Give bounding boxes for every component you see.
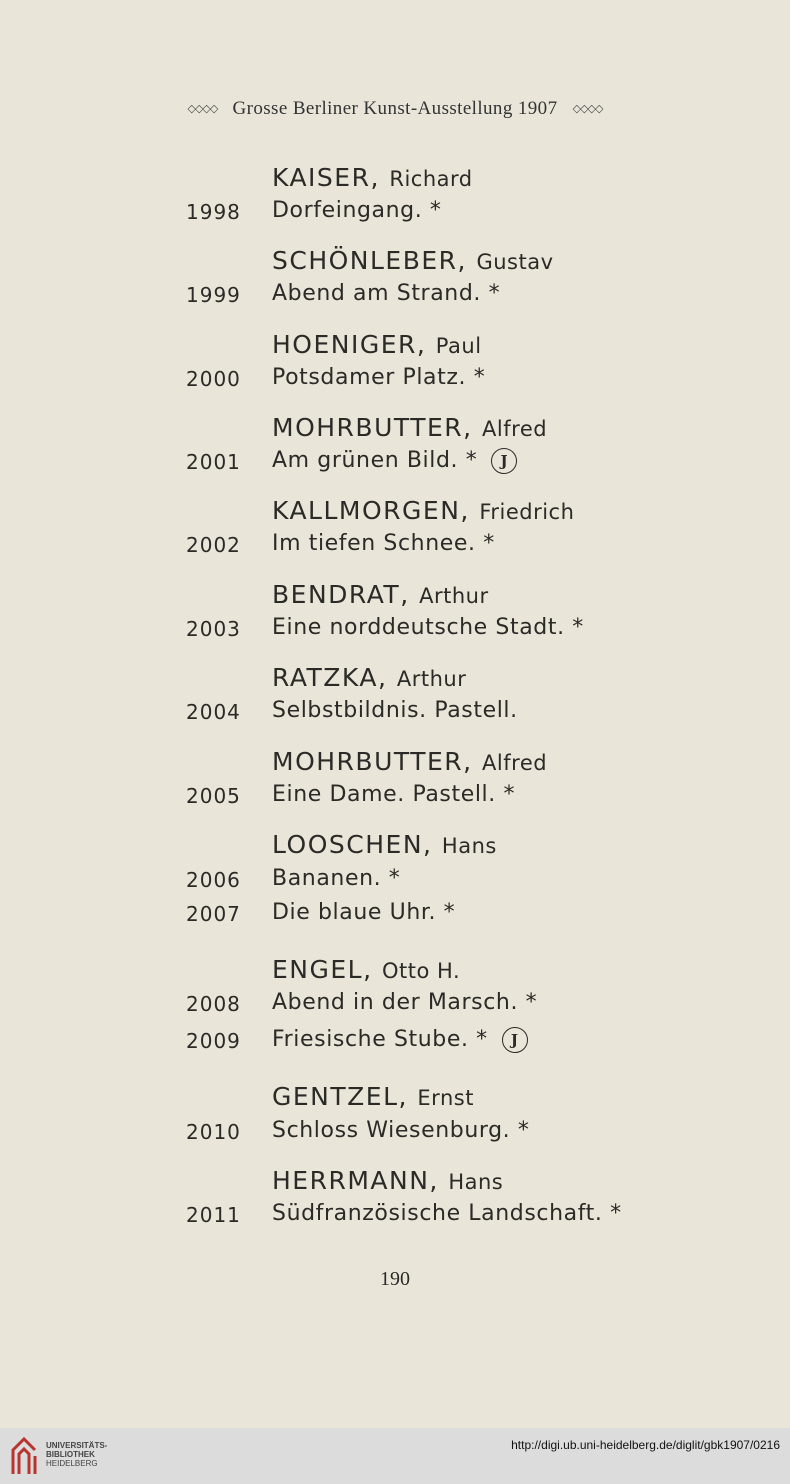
- work-entry: [272, 531, 495, 556]
- artist-surname: ENGEL,: [272, 955, 373, 984]
- artist-surname: LOOSCHEN,: [272, 830, 433, 859]
- work-title: Eine Dame. Pastell. *: [272, 782, 516, 807]
- work-title: Die blaue Uhr. *: [272, 900, 456, 925]
- work-title: Friesische Stube. *: [272, 1027, 488, 1052]
- jury-stamp-icon: J: [491, 448, 517, 474]
- artist-surname: KALLMORGEN,: [272, 496, 470, 525]
- catalog-number: 2011: [186, 1203, 241, 1227]
- ornament-left: ◇◇◇◇: [187, 103, 218, 115]
- work-entry: [272, 698, 518, 723]
- catalog-number: 2003: [186, 617, 241, 641]
- library-logo-icon: [10, 1436, 38, 1476]
- work-entry: [272, 990, 537, 1015]
- page-number: 190: [380, 1268, 410, 1290]
- artist-surname: KAISER,: [272, 163, 380, 192]
- work-entry: [272, 281, 500, 306]
- artist-surname: MOHRBUTTER,: [272, 413, 473, 442]
- work-title: Dorfeingang. *: [272, 198, 442, 223]
- work-entry: [272, 1027, 528, 1053]
- artist-name: [272, 496, 574, 525]
- artist-surname: HOENIGER,: [272, 330, 427, 359]
- artist-name: [272, 1082, 474, 1111]
- artist-first-name: Otto H.: [382, 959, 461, 983]
- catalog-number: 2007: [186, 902, 241, 926]
- artist-surname: BENDRAT,: [272, 580, 410, 609]
- artist-surname: GENTZEL,: [272, 1082, 408, 1111]
- artist-name: [272, 246, 554, 275]
- work-title: Potsdamer Platz. *: [272, 365, 486, 390]
- catalog-number: 1999: [186, 283, 241, 307]
- artist-name: [272, 830, 497, 859]
- artist-name: [272, 747, 547, 776]
- source-url[interactable]: http://digi.ub.uni-heidelberg.de/diglit/gbk1907/0216: [511, 1438, 780, 1452]
- work-entry: [272, 782, 515, 807]
- artist-name: [272, 580, 489, 609]
- work-title: Im tiefen Schnee. *: [272, 531, 495, 556]
- work-title: Südfranzösische Landschaft. *: [272, 1201, 622, 1226]
- work-entry: [272, 198, 442, 223]
- ornament-right: ◇◇◇◇: [572, 103, 603, 115]
- artist-surname: SCHÖNLEBER,: [272, 246, 467, 275]
- work-entry: [272, 448, 517, 474]
- artist-surname: HERRMANN,: [272, 1166, 439, 1195]
- catalog-number: 2001: [186, 450, 241, 474]
- library-name-line-3: HEIDELBERG: [46, 1459, 98, 1468]
- artist-first-name: Friedrich: [479, 500, 575, 524]
- catalog-number: 2010: [186, 1120, 241, 1144]
- work-title: Eine norddeutsche Stadt. *: [272, 615, 584, 640]
- work-title: Selbstbildnis. Pastell.: [272, 698, 518, 723]
- artist-first-name: Arthur: [396, 667, 467, 691]
- work-entry: [272, 900, 455, 925]
- work-title: Abend am Strand. *: [272, 281, 501, 306]
- work-entry: [272, 615, 584, 640]
- catalog-number: 2005: [186, 784, 241, 808]
- catalog-number: 2004: [186, 700, 241, 724]
- artist-name: [272, 955, 460, 984]
- header-title: Grosse Berliner Kunst-Ausstellung 1907: [232, 98, 558, 119]
- artist-first-name: Ernst: [417, 1086, 474, 1110]
- artist-first-name: Gustav: [476, 250, 554, 274]
- library-name-line-2: BIBLIOTHEK: [46, 1450, 95, 1459]
- artist-first-name: Paul: [435, 334, 482, 358]
- artist-name: [272, 413, 547, 442]
- artist-first-name: Alfred: [482, 417, 548, 441]
- artist-surname: RATZKA,: [272, 663, 388, 692]
- footer-bar: [0, 1428, 790, 1484]
- catalog-number: 1998: [186, 200, 241, 224]
- catalog-number: 2006: [186, 868, 241, 892]
- artist-name: [272, 663, 466, 692]
- work-entry: [272, 866, 400, 891]
- artist-name: [272, 1166, 503, 1195]
- running-header: [0, 98, 790, 120]
- library-name: [46, 1441, 107, 1468]
- artist-first-name: Hans: [441, 834, 497, 858]
- artist-first-name: Richard: [389, 167, 473, 191]
- artist-first-name: Arthur: [419, 584, 489, 608]
- catalog-number: 2000: [186, 367, 241, 391]
- work-entry: [272, 1201, 622, 1226]
- artist-first-name: Alfred: [482, 751, 548, 775]
- library-name-line-1: UNIVERSITÄTS-: [46, 1441, 108, 1450]
- artist-name: [272, 330, 482, 359]
- work-entry: [272, 365, 485, 390]
- catalog-number: 2008: [186, 992, 241, 1016]
- work-entry: [272, 1118, 529, 1143]
- artist-surname: MOHRBUTTER,: [272, 747, 473, 776]
- artist-name: [272, 163, 473, 192]
- catalog-number: 2009: [186, 1029, 241, 1053]
- catalog-number: 2002: [186, 533, 241, 557]
- work-title: Schloss Wiesenburg. *: [272, 1118, 530, 1143]
- work-title: Am grünen Bild. *: [272, 448, 478, 473]
- work-title: Bananen. *: [272, 866, 401, 891]
- artist-first-name: Hans: [448, 1170, 504, 1194]
- jury-stamp-icon: J: [502, 1027, 528, 1053]
- work-title: Abend in der Marsch. *: [272, 990, 538, 1015]
